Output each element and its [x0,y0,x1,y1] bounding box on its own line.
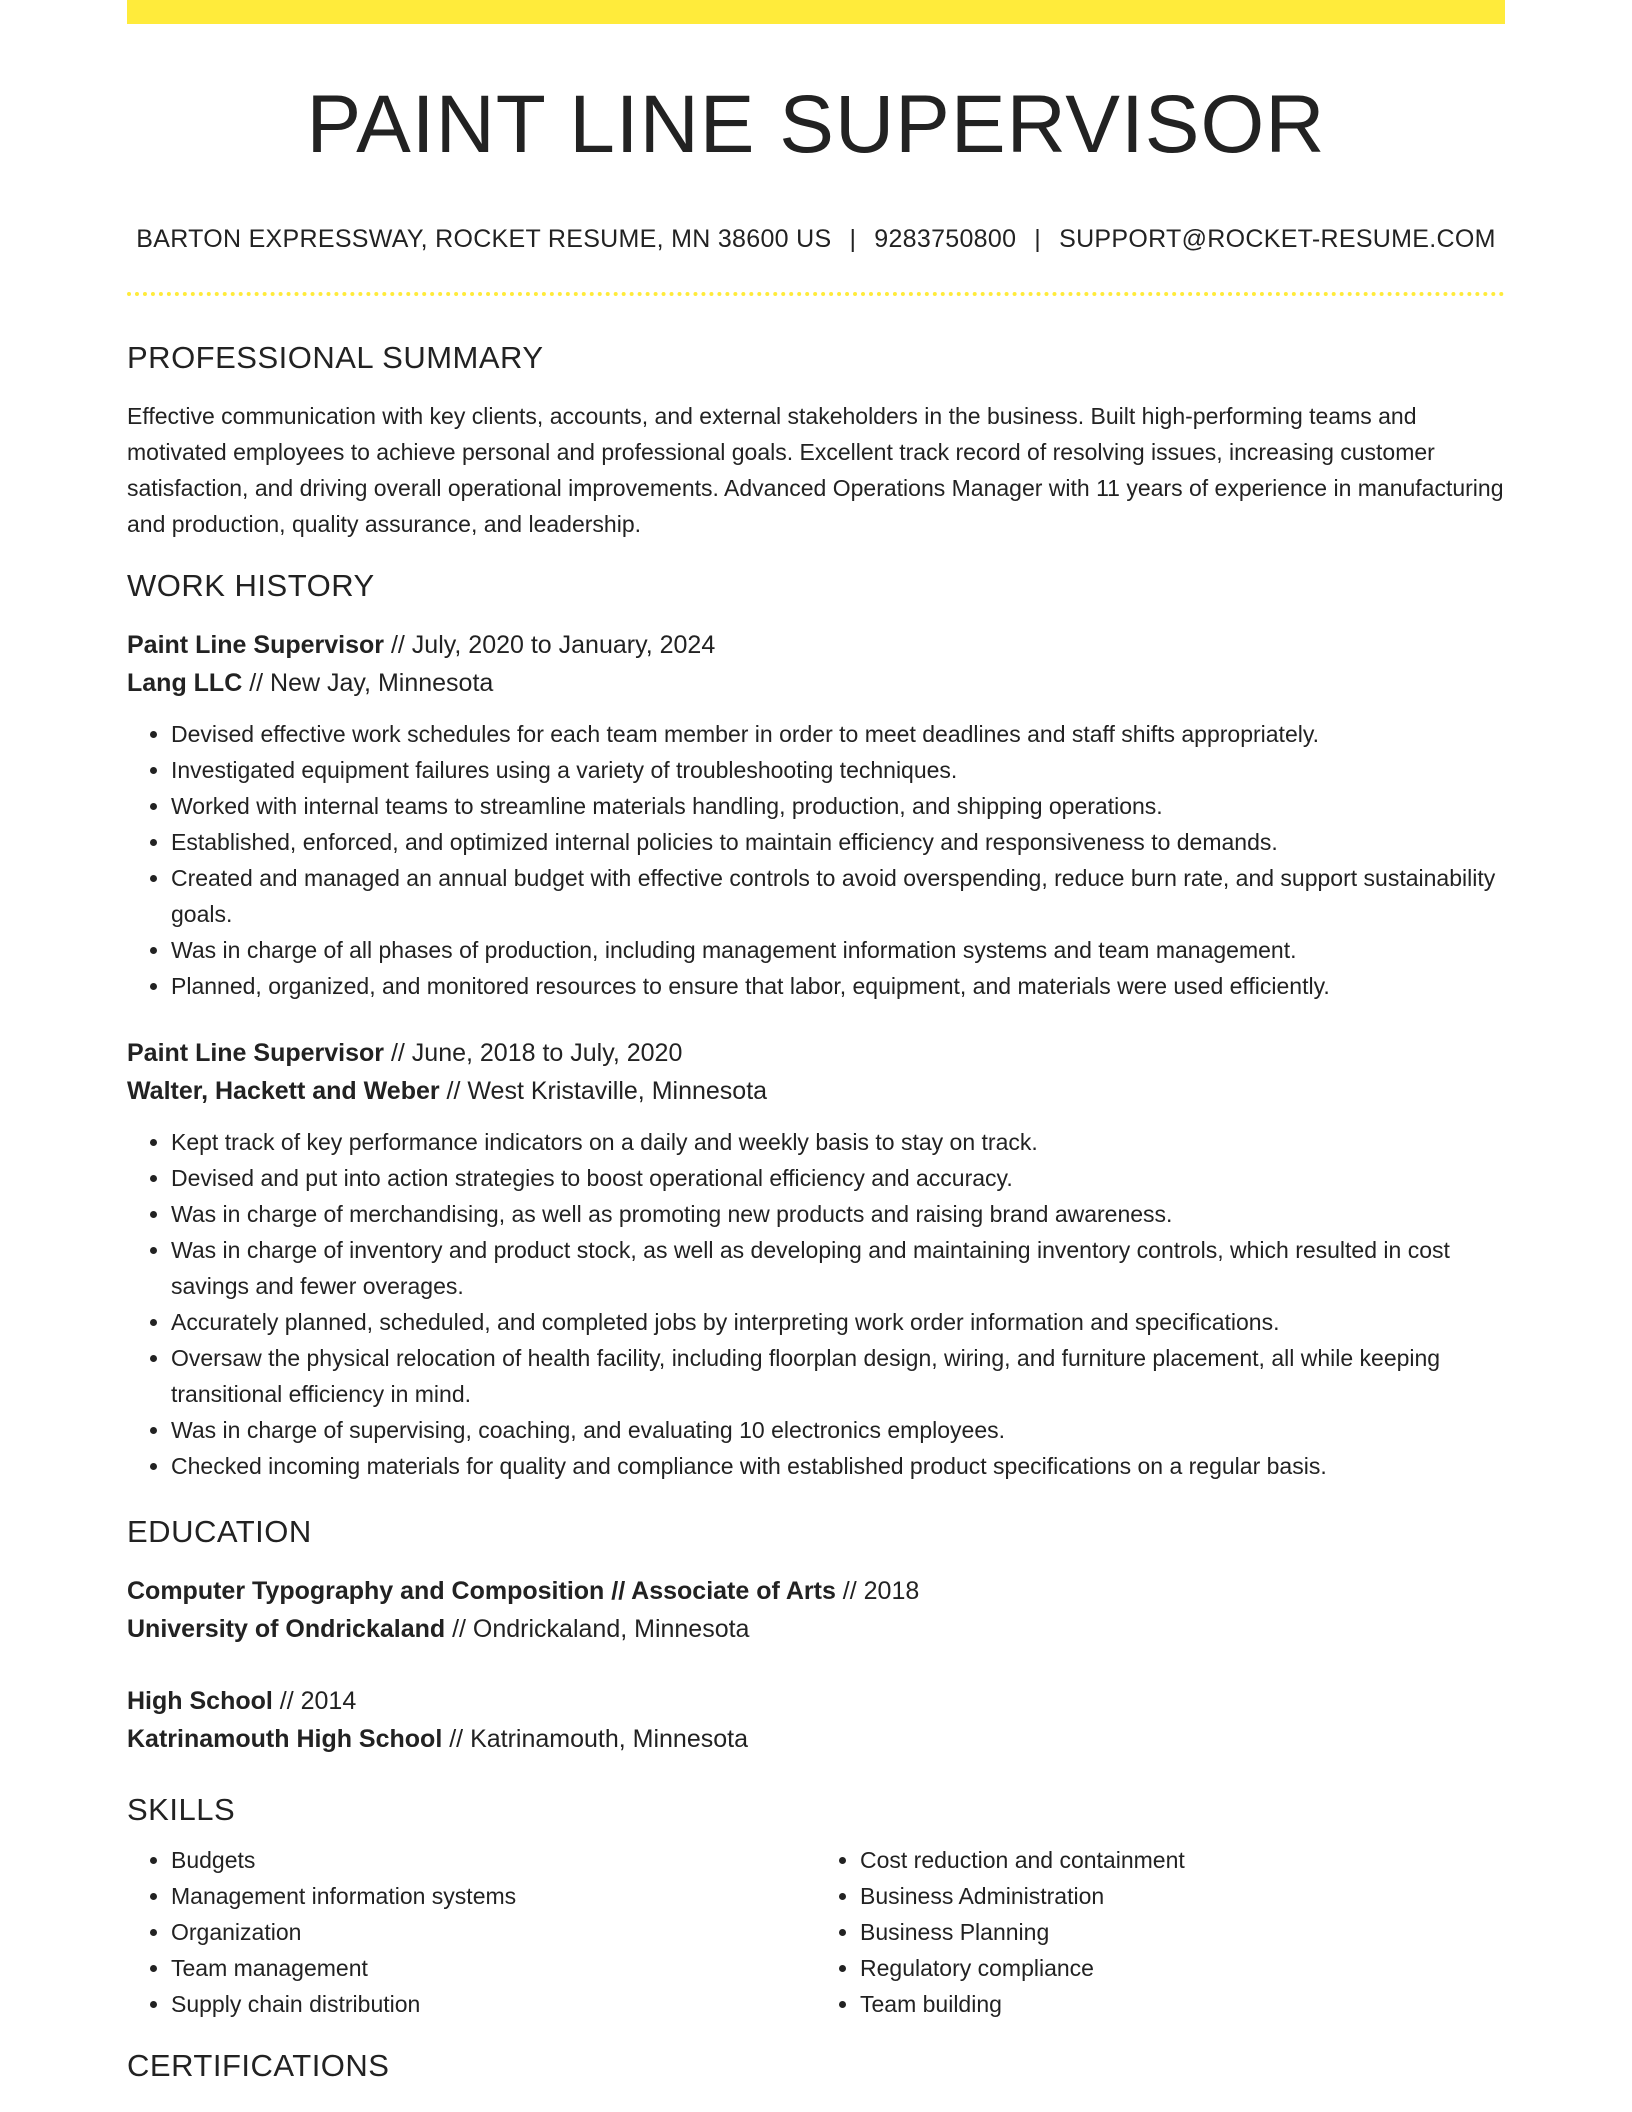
education-entry [127,1682,1505,1758]
job-role: Paint Line Supervisor [127,631,385,660]
education-year: // 2014 [272,1687,357,1716]
education-degree-line [127,1682,1505,1720]
job-company: Lang LLC [127,669,243,698]
skill-item: • Business Planning [860,1914,1505,1950]
education-degree-line [127,1572,1505,1610]
skill-item: • Cost reduction and containment [860,1842,1505,1878]
contact-separator: | [1034,225,1042,254]
job-duty-item: • Kept track of key performance indicators on a daily and weekly basis to stay on track. [171,1124,1505,1160]
certifications-heading: CERTIFICATIONS [127,2048,390,2084]
work-history-list [127,626,1505,1484]
job-duty-item: • Was in charge of merchandising, as well as promoting new products and raising brand awareness. [171,1196,1505,1232]
education-entry [127,1572,1505,1648]
job-location: // New Jay, Minnesota [242,669,494,698]
job-duty-item: • Was in charge of all phases of production, including management information systems and team management. [171,932,1505,968]
job-dates: // July, 2020 to January, 2024 [384,631,716,660]
education-list [127,1572,1505,1758]
job-duties [127,1124,1505,1484]
job-duty-item: • Was in charge of inventory and product stock, as well as developing and maintaining inventory controls, which resulted in cost savings and fewer overages. [171,1232,1505,1304]
contact-separator: | [849,225,857,254]
job-company-line [127,664,1505,702]
education-heading: EDUCATION [127,1514,312,1550]
job-duty-item: • Created and managed an annual budget with effective controls to avoid overspending, reduce burn rate, and support sustainability goals. [171,860,1505,932]
education-school: University of Ondrickaland [127,1615,446,1644]
job-entry [127,1034,1505,1484]
job-company: Walter, Hackett and Weber [127,1077,440,1106]
job-duty-item: • Accurately planned, scheduled, and completed jobs by interpreting work order information and specifications. [171,1304,1505,1340]
skill-item: • Organization [171,1914,816,1950]
education-school: Katrinamouth High School [127,1725,443,1754]
skill-item: • Supply chain distribution [171,1986,816,2022]
contact-phone: 9283750800 [874,225,1017,254]
dotted-divider [127,292,1505,296]
job-duty-item: • Devised effective work schedules for each team member in order to meet deadlines and staff shifts appropriately. [171,716,1505,752]
summary-text: Effective communication with key clients, accounts, and external stakeholders in the business. Built high-performing teams and motivated employees to achieve personal and professional goals. Excellent track record of resolving issues, increasing customer satisfaction, and driving overall operational improvements. Advanced Operations Manager with 11 years of experience in manufacturing and production, quality assurance, and leadership. [127,403,1504,538]
skill-item: • Management information systems [171,1878,816,1914]
job-duties [127,716,1505,1004]
summary-heading: PROFESSIONAL SUMMARY [127,340,544,376]
job-duty-item: • Investigated equipment failures using a variety of troubleshooting techniques. [171,752,1505,788]
job-duty-item: • Devised and put into action strategies to boost operational efficiency and accuracy. [171,1160,1505,1196]
skill-item: • Regulatory compliance [860,1950,1505,1986]
skill-item: • Team management [171,1950,816,1986]
education-location: // Katrinamouth, Minnesota [442,1725,748,1754]
job-duty-item: • Planned, organized, and monitored resources to ensure that labor, equipment, and materials were used efficiently. [171,968,1505,1004]
job-duty-item: • Oversaw the physical relocation of health facility, including floorplan design, wiring, and furniture placement, all while keeping transitional efficiency in mind. [171,1340,1505,1412]
job-duty-item: • Was in charge of supervising, coaching, and evaluating 10 electronics employees. [171,1412,1505,1448]
skill-item: • Business Administration [860,1878,1505,1914]
job-role: Paint Line Supervisor [127,1039,385,1068]
contact-address: BARTON EXPRESSWAY, ROCKET RESUME, MN 38600 US [136,225,832,254]
resume-page [127,0,1505,2084]
job-entry [127,626,1505,1004]
job-location: // West Kristaville, Minnesota [439,1077,768,1106]
top-accent-bar [127,0,1505,24]
education-year: // 2018 [835,1577,920,1606]
job-title-line [127,626,1505,664]
education-degree: Computer Typography and Composition // Associate of Arts [127,1577,836,1606]
contact-email: SUPPORT@ROCKET-RESUME.COM [1059,225,1496,254]
skills-grid [127,1842,1505,2022]
education-school-line [127,1720,1505,1758]
education-degree: High School [127,1687,273,1716]
job-dates: // June, 2018 to July, 2020 [384,1039,683,1068]
skill-item: • Team building [860,1986,1505,2022]
job-duty-item: • Worked with internal teams to streamline materials handling, production, and shipping operations. [171,788,1505,824]
resume-title: PAINT LINE SUPERVISOR [306,79,1326,170]
contact-line [127,225,1505,254]
education-school-line [127,1610,1505,1648]
job-duty-item: • Checked incoming materials for quality and compliance with established product specifications on a regular basis. [171,1448,1505,1484]
job-company-line [127,1072,1505,1110]
skill-item: • Budgets [171,1842,816,1878]
skills-column-left [127,1842,816,2022]
skills-heading: SKILLS [127,1792,236,1828]
education-location: // Ondrickaland, Minnesota [445,1615,750,1644]
skills-column-right [816,1842,1505,2022]
job-duty-item: • Established, enforced, and optimized internal policies to maintain efficiency and responsiveness to demands. [171,824,1505,860]
work-history-heading: WORK HISTORY [127,568,375,604]
job-title-line [127,1034,1505,1072]
